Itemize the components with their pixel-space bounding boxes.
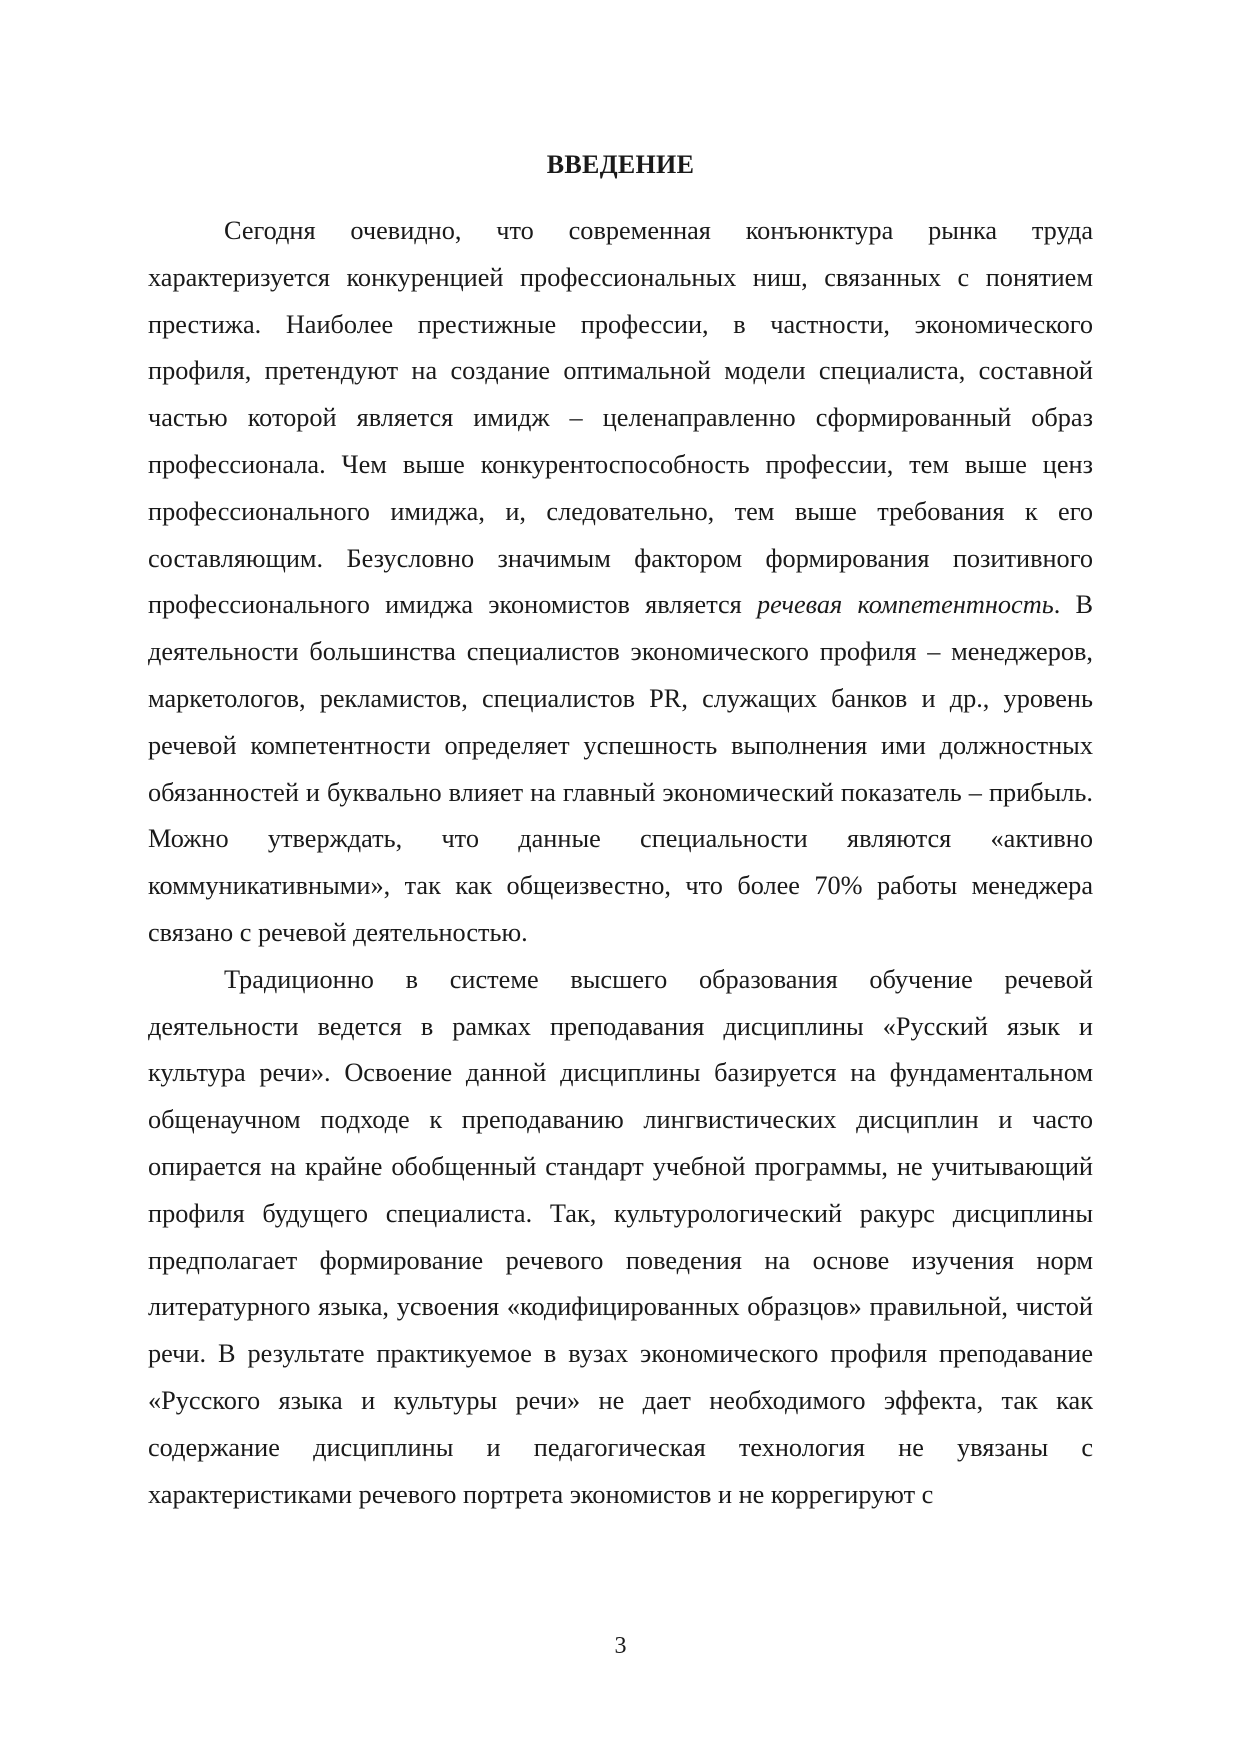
paragraph-1-text-before-italic: Сегодня очевидно, что современная конъюнктура рынка труда характеризуется конкуренцией профессиональных ниш, связанных с понятием престижа. Наиболее престижные профессии, в частности, экономического профиля, претендуют на создание оптимальной модели специалиста, составной частью которой является имидж – целенаправленно сформированный образ профессионала. Чем выше конкурентоспособность профессии, тем выше ценз профессионального имиджа, и, следовательно, тем выше требования к его составляющим. Безусловно значимым фактором формирования позитивного профессионального имиджа экономистов является (148, 216, 1093, 620)
page-number: 3 (614, 1633, 627, 1659)
section-heading: ВВЕДЕНИЕ (546, 150, 695, 179)
paragraph-1-text-after-italic: . В деятельности большинства специалистов экономического профиля – менеджеров, маркетологов, рекламистов, специалистов PR, служащих банков и др., уровень речевой компетентности определяет успешность выполнения ими должностных обязанностей и буквально влияет на главный экономический показатель – прибыль. Можно утверждать, что данные специальности являются «активно коммуникативными», так как общеизвестно, что более 70% работы менеджера связано с речевой деятельностью. (148, 590, 1093, 947)
paragraph-2 (148, 957, 1093, 1519)
paragraph-1-italic-term: речевая компетентность (756, 590, 1054, 620)
paragraph-1 (148, 208, 1093, 957)
paragraph-2-text: Традиционно в системе высшего образования обучение речевой деятельности ведется в рамках преподавания дисциплины «Русский язык и культура речи». Освоение данной дисциплины базируется на фундаментальном общенаучном подходе к преподаванию лингвистических дисциплин и часто опирается на крайне обобщенный стандарт учебной программы, не учитывающий профиля будущего специалиста. Так, культурологический ракурс дисциплины предполагает формирование речевого поведения на основе изучения норм литературного языка, усвоения «кодифицированных образцов» правильной, чистой речи. В результате практикуемое в вузах экономического профиля преподавание «Русского языка и культуры речи» не дает необходимого эффекта, так как содержание дисциплины и педагогическая технология не увязаны с характеристиками речевого портрета экономистов и не коррегируют с (148, 964, 1093, 1509)
body-text (148, 208, 1093, 1518)
